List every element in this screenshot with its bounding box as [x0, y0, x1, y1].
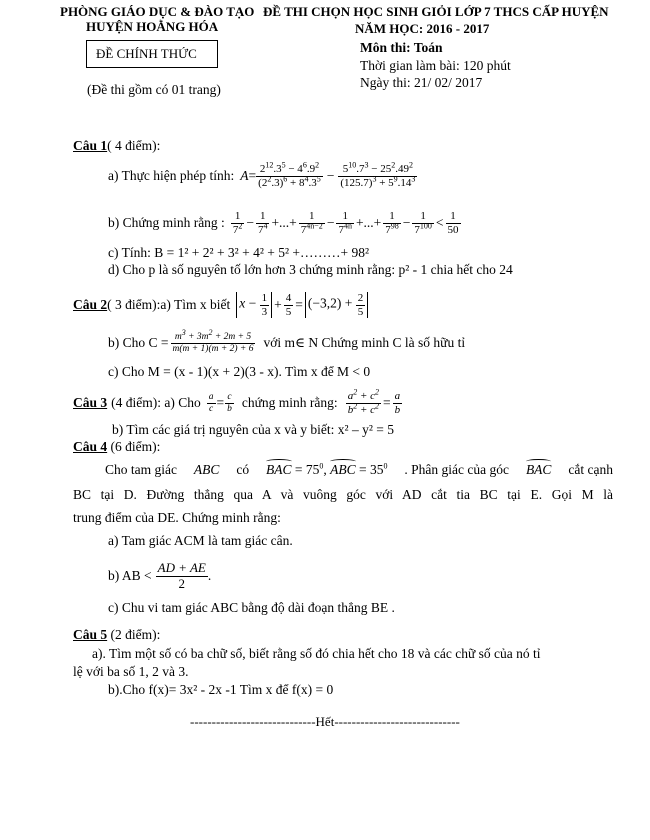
pages-note: (Đề thi gồm có 01 trang)	[87, 82, 221, 97]
q3-a-fraction: $\frac{a^2 + c^2}{b^2 + c^2}$	[347, 387, 379, 416]
question-5-points: (2 điểm):	[110, 627, 161, 642]
exam-title: ĐỀ THI CHỌN HỌC SINH GIỎI LỚP 7 THCS CẤP HUYỆN	[263, 4, 609, 19]
q4-line-1: Cho tam giác ABC có BAC = $75^0$, ABC = $35^0$ . Phân giác của góc BAC cắt cạnh	[105, 461, 613, 477]
question-4-title: Câu 4	[73, 439, 108, 454]
question-2-points: ( 3 điểm):a) Tìm x biết	[107, 297, 231, 312]
end-marker: -----------------------------Hết-----------------------------	[190, 714, 460, 729]
q1-part-b: b) Chứng minh rằng : $\frac{1}{7^2}$ − $\frac{1}{7^4}$ +...+ $\frac{1}{7^{4n-2}}$ − $\frac{1}{7^{4n}}$ +...+ $\frac{1}{7^{98}}$ − $\frac{1}{7^{100}}$ < $\frac{1}{50}$	[108, 210, 459, 236]
question-3-heading: Câu 3 (4 điểm): a) Cho $\frac{a}{c}$ = $\frac{c}{b}$ chứng minh rằng: $\frac{a^2 + c^2}{b^2 + c^2}$ = $\frac{a}{b}$	[73, 387, 401, 416]
q1-part-a: a) Thực hiện phép tính: A = $\frac{2^{12}.3^5 - 4^6.9^2}{(2^2.3)^6 + 8^4.3^5}$ − $\frac{5^{10}.7^3 - 25^2.49^2}{(125.7)^3 + 5^9.14^3}$	[108, 160, 416, 189]
q4-part-b: b) AB < $\frac{AD + AE}{2}$ .	[108, 560, 212, 591]
q1-part-c: c) Tính: B = 1² + 2² + 3² + 4² + 5² +………+ 98²	[108, 245, 370, 260]
q2-a-equation: x − $\frac{1}{3}$	[236, 292, 272, 317]
q2-part-c: c) Cho M = (x - 1)(x + 2)(3 - x). Tìm x để M < 0	[108, 364, 371, 379]
q1-b-label: b) Chứng minh rằng :	[108, 215, 225, 230]
question-2-title: Câu 2	[73, 297, 108, 312]
q2-b-rest: với m∈ N Chứng minh C là số hữu tỉ	[263, 335, 466, 350]
question-4-points: (6 điểm):	[110, 439, 161, 454]
q4-part-c: c) Chu vi tam giác ABC bằng độ dài đoạn thẳng BE .	[108, 600, 395, 615]
question-4-heading	[73, 439, 160, 455]
q2-b-fraction: $\frac{m^3 + 3m^2 + 2m + 5}{m(m + 1)(m + 2) + 6}$	[172, 327, 254, 354]
question-1-heading	[73, 138, 160, 154]
q4-line-2: BC tại D. Đường thẳng qua A và vuông góc với AD cắt tia BC tại E. Gọi M là	[73, 487, 613, 502]
question-1-title: Câu 1	[73, 138, 108, 153]
q2-b-label: b) Cho C =	[108, 335, 169, 350]
question-5-heading	[73, 627, 160, 643]
q4-part-a: a) Tam giác ACM là tam giác cân.	[108, 533, 293, 548]
department-name: PHÒNG GIÁO DỤC & ĐÀO TẠO	[60, 4, 255, 19]
q1-part-d: d) Cho p là số nguyên tố lớn hơn 3 chứng minh rằng: p² - 1 chia hết cho 24	[108, 262, 513, 277]
question-2-heading: Câu 2 ( 3 điểm):a) Tìm x biết x − $\frac{1}{3}$ + $\frac{4}{5}$ = (−3,2) + $\frac{2}{5}$	[73, 286, 368, 324]
official-label: ĐỀ CHÍNH THỨC	[96, 46, 197, 61]
q1-a-fraction-2: $\frac{5^{10}.7^3 - 25^2.49^2}{(125.7)^3 + 5^9.14^3}$	[340, 160, 416, 189]
q3-part-b: b) Tìm các giá trị nguyên của x và y biết: x² – y² = 5	[112, 422, 395, 437]
q1-a-label: a) Thực hiện phép tính:	[108, 168, 235, 183]
q5-part-b: b).Cho f(x)= 3x² - 2x -1 Tìm x để f(x) = 0	[108, 682, 334, 697]
q1-a-fraction-1: $\frac{2^{12}.3^5 - 4^6.9^2}{(2^2.3)^6 + 8^4.3^5}$	[258, 160, 321, 189]
q3-prove-label: chứng minh rằng:	[241, 395, 338, 410]
q2-part-b	[108, 326, 465, 360]
q5-part-a-line-2: lệ với ba số 1, 2 và 3.	[73, 664, 189, 679]
exam-date: Ngày thi: 21/ 02/ 2017	[360, 75, 483, 90]
district-name: HUYỆN HOẰNG HÓA	[86, 19, 219, 34]
subject: Môn thi: Toán	[360, 40, 443, 55]
q4-b-label: b) AB <	[108, 568, 152, 583]
question-3-title: Câu 3	[73, 395, 108, 410]
question-3-points: (4 điểm): a) Cho	[111, 395, 201, 410]
q4-line-3: trung điểm của DE. Chứng minh rằng:	[73, 510, 281, 525]
q5-part-a-line-1: a). Tìm một số có ba chữ số, biết rằng số đó chia hết cho 18 và các chữ số của nó tỉ	[92, 646, 541, 661]
school-year: NĂM HỌC: 2016 - 2017	[355, 21, 490, 36]
duration: Thời gian làm bài: 120 phút	[360, 58, 511, 73]
question-1-points: ( 4 điểm):	[107, 138, 161, 153]
question-5-title: Câu 5	[73, 627, 108, 642]
